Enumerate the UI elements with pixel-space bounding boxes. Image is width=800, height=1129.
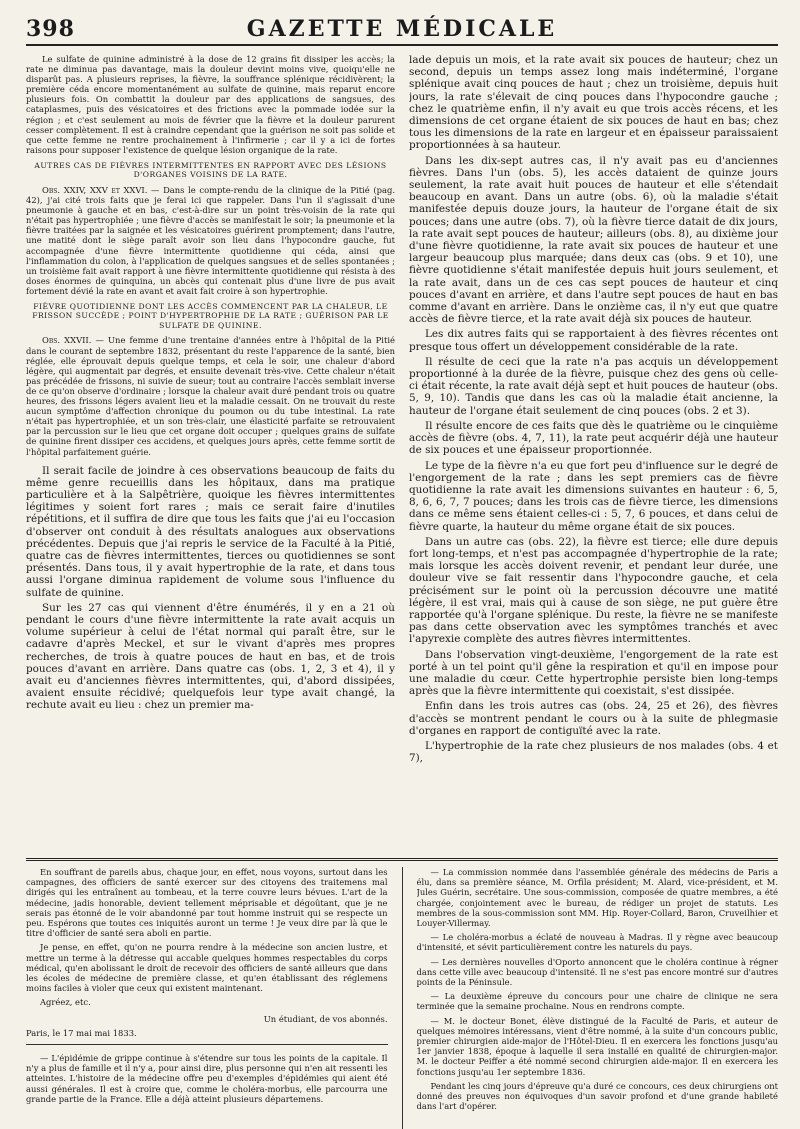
body-paragraph: L'hypertrophie de la rate chez plusieurs de nos malades (obs. 4 et 7), xyxy=(409,739,778,765)
news-item: — L'épidémie de grippe continue à s'étendre sur tous les points de la capitale. Il n'y a plus de famille et il n'y a, pour ainsi dire, plus personne qui n'en ait ressenti les atteintes. L'histoire de la médecine offre peu d'exemples d'épidémies qui aient été aussi générales. Il est à croire que, comme le choléra-morbus, elle parcourra une grande partie de la France. Elle a déjà atteint plusieurs départemens. xyxy=(26,1053,388,1104)
section-heading-quotidian-fever: FIÈVRE QUOTIDIENNE DONT LES ACCÈS COMMENCENT PAR LA CHALEUR, LE FRISSON SUCCÈDE ; POINT D'HYPERTROPHIE DE LA RATE ; GUÉRISON PAR LE SULFATE DE QUININE. xyxy=(32,301,389,330)
observation-27 xyxy=(26,335,395,456)
left-column xyxy=(26,54,395,854)
observation-label: Obs. XXVII. xyxy=(42,335,92,346)
body-paragraph: Dans les dix-sept autres cas, il n'y avait pas eu d'anciennes fièvres. Dans l'un (obs. 5), les accès dataient de quinze jours seulement, la rate avait huit pouces de hauteur et elle s'étendait beaucoup en avant. Dans un autre (obs. 6), où la maladie s'était manifestée depuis douze jours, la hauteur de l'organe était de six pouces; dans une autre (obs. 7), où la fièvre tierce datait de dix jours, la rate avait sept pouces de hauteur; ailleurs (obs. 8), au dixième jour d'une fièvre quotidienne, la rate avait six pouces de hauteur et une largeur beaucoup plus marquée; dans deux cas (obs. 9 et 10), une fièvre quotidienne s'était manifestée depuis huit jours seulement, et la rate avait, dans un de ces cas sept pouces de hauteur et cinq pouces d'avant en arrière, et dans l'autre sept pouces de haut en bas comme d'avant en arrière. Dans le onzième cas, il n'y eut que quatre accès de fièvre tierce, et la rate avait déjà six pouces de hauteur. xyxy=(409,154,778,326)
news-item: — M. le docteur Bonet, élève distingué de la Faculté de Paris, et auteur de quelques mémoires intéressans, vient d'être nommé, à la suite d'un concours public, premier chirurgien aide-major de l'Hôtel-Dieu. Il en exercera les fonctions jusqu'au 1er janvier 1838, époque à laquelle il sera installé en qualité de chirurgien-major. M. le docteur Peiffer a été nommé second chirurgien aide-major. Il en exercera les fonctions jusqu'au 1er septembre 1836. xyxy=(416,1015,778,1077)
letter-dateline: Paris, le 17 mai mai 1833. xyxy=(26,1028,388,1045)
left-small-text xyxy=(26,54,395,457)
observation-text: — Une femme d'une trentaine d'années entre à l'hôpital de la Pitié dans le courant de septembre 1832, présentant du reste l'apparence de la santé, bien réglée, elle éprouvait depuis quelque temps, et cela le soir, une chaleur d'abord légère, qui augmentait par degrés, et ensuite devenait très-vive. Cette chaleur n'était pas précédée de frissons, ni suivie de sueur; tout au contraire l'accès semblait inverse de ce qu'on observe d'ordinaire ; lorsque la chaleur avait duré pendant trois ou quatre heures, des frissons légers avaient lieu et la maladie cessait. On ne trouvait du reste aucun symptôme d'affection chronique du poumon ou du tube intestinal. La rate n'était pas hypertrophiée, et un son très-clair, une élasticité parfaite se retrouvaient par la percussion sur le lieu que cet organe doit occuper ; quelques grains de sulfate de quinine firent dissiper ces accidens, et quelques jours après, cette femme sortit de l'hôpital parfaitement guérie. xyxy=(26,335,395,457)
news-item: — Le choléra-morbus a éclaté de nouveau à Madras. Il y règne avec beaucoup d'intensité, et sévit particulièrement contre les naturels du pays. xyxy=(416,932,778,953)
body-paragraph: lade depuis un mois, et la rate avait six pouces de hauteur; chez un second, depuis un temps assez long mais indéterminé, l'organe splénique avait cinq pouces de haut ; chez un troisième, depuis huit jours, la rate s'élevait de cinq pouces dans l'hypocondre gauche ; chez le quatrième enfin, il n'y avait eu que trois accès récens, et les dimensions de cet organe étaient de six pouces de haut en bas; chez tous les dimensions de la rate en largeur et en épaisseur paraissaient proportionnées à sa hauteur. xyxy=(409,54,778,152)
page-number: 398 xyxy=(26,16,75,42)
section-heading-other-cases: AUTRES CAS DE FIÈVRES INTERMITTENTES EN RAPPORT AVEC DES LÉSIONS D'ORGANES VOISINS DE LA RATE. xyxy=(34,160,387,180)
page-title: GAZETTE MÉDICALE xyxy=(246,16,558,42)
main-columns xyxy=(26,54,778,854)
news-item: — La deuxième épreuve du concours pour une chaire de clinique ne sera terminée que la semaine prochaine. Nous en rendrons compte. xyxy=(416,991,778,1012)
body-paragraph: Il résulte encore de ces faits que dès le quatrième ou le cinquième accès de fièvre (obs. 4, 7, 11), la rate peut acquérir déjà une hauteur de six pouces et une épaisseur proportionnée. xyxy=(409,419,778,457)
body-paragraph: Dans un autre cas (obs. 22), la fièvre est tierce; elle dure depuis fort long-temps, et n'est pas accompagnée d'hypertrophie de la rate; mais lorsque les accès doivent revenir, et pendant leur durée, une douleur vive se fait ressentir dans l'hypocondre gauche, et cela précisément sur le point où la percussion découvre une matité légère, il est vrai, mais qui à cause de son siège, ne put guère être rapportée qu'à l'organe splénique. Du reste, la fièvre ne se manifeste pas dans cette observation avec les symptômes tranchés et avec l'apyrexie complète des autres fièvres intermittentes. xyxy=(409,535,778,646)
right-column xyxy=(409,54,778,854)
body-paragraph: Il serait facile de joindre à ces observations beaucoup de faits du même genre recueillis dans les hôpitaux, dans ma pratique particulière et à la Salpêtrière, quoique les fièvres intermittentes légitimes y soient fort rares ; mais ce serait faire d'inutiles répétitions, et il suffira de dire que tous les faits que j'ai eu l'occasion d'observer ont conduit à des résultats analogues aux observations précédentes. Depuis que j'ai repris le service de la Faculté à la Pitié, quatre cas de fièvres intermittentes, tierces ou quotidiennes se sont présentés. Dans tous, il y avait hypertrophie de la rate, et dans tous aussi l'organe diminua rapidement de volume sous l'influence du sulfate de quinine. xyxy=(26,464,395,599)
page-header xyxy=(26,14,778,46)
feuilleton-right-column xyxy=(417,867,779,1129)
news-item: Pendant les cinq jours d'épreuve qu'a duré ce concours, ces deux chirurgiens ont donné des preuves non équivoques d'un savoir profond et d'une grande habileté dans l'art d'opérer. xyxy=(416,1080,778,1112)
left-large-text xyxy=(26,465,395,712)
feuilleton-divider xyxy=(26,858,778,861)
observation-label: Obs. XXIV, XXV et XXVI. xyxy=(42,184,148,195)
news-item: — La commission nommée dans l'assemblée générale des médecins de Paris a élu, dans sa première séance, M. Orfila président; M. Alard, vice-président, et M. Jules Guérin, secrétaire. Une sous-commission, composée de quatre membres, a été chargée, conjointement avec le bureau, de rédiger un projet de statuts. Les membres de la sous-commission sont MM. Hip. Royer-Collard, Baron, Cruveilhier et Louyer-Villermay. xyxy=(416,867,778,929)
feuilleton-paragraph: En souffrant de pareils abus, chaque jour, en effet, nous voyons, surtout dans les campagnes, des officiers de santé exercer sur des citoyens des traitemens mal dirigés qui les entraînent au tombeau, et la terre couvre leurs bévues. L'art de la médecine, jadis honorable, devient tellement méprisable et dégoûtant, que je ne serais pas étonné de le voir abandonné par tout homme instruit qui se respecte un peu. Espérons que toutes ces iniquités auront un terme ! Je veux dire par là que le titre d'officier de santé sera aboli en partie. xyxy=(26,867,388,939)
intro-paragraph: Le sulfate de quinine administré à la dose de 12 grains fit dissiper les accès; la rate ne diminua pas davantage, mais la douleur devint moins vive, quoiqu'elle ne disparût pas. A plusieurs reprises, la fièvre, la souffrance splénique récidivèrent; la première céda encore momentanément au sulfate de quinine, mais reparut encore plusieurs fois. On combattit la douleur par des applications de sangsues, des cataplasmes, puis des vésicatoires et des frictions avec la pommade iodée sur la région ; et c'est seulement au mois de février que la fièvre et la douleur parurent cesser complètement. Il est à craindre cependant que la guérison ne soit pas solide et que cette femme ne rentre prochainement à l'infirmerie ; car il y a ici de fortes raisons pour supposer l'existence de quelque lésion organique de la rate. xyxy=(26,54,395,155)
observation-24-26 xyxy=(26,185,395,296)
body-paragraph: Il résulte de ceci que la rate n'a pas acquis un développement proportionné à la durée de la fièvre, puisque chez des gens où celle-ci était récente, la rate avait déjà sept et huit pouces de hauteur (obs. 5, 9, 10). Tandis que dans les cas où la maladie était ancienne, la hauteur de l'organe était seulement de cinq pouces (obs. 2 et 3). xyxy=(409,355,778,417)
body-paragraph: Enfin dans les trois autres cas (obs. 24, 25 et 26), des fièvres d'accès se montrent pendant le cours ou à la suite de phlegmasie d'organes en rapport de contiguïté avec la rate. xyxy=(409,700,778,737)
closing-line: Agréez, etc. xyxy=(40,997,91,1008)
news-item: — Les dernières nouvelles d'Oporto annoncent que le choléra continue à régner dans cette ville avec beaucoup d'intensité. Il ne s'est pas encore montré sur d'autres points de la Péninsule. xyxy=(416,956,778,988)
column-rule xyxy=(402,867,403,1129)
feuilleton-paragraph: Je pense, en effet, qu'on ne pourra rendre à la médecine son ancien lustre, et mettre un terme à la détresse qui accable quelques hommes respectables du corps médical, qu'en abolissant le droit de recevoir des officiers de santé ailleurs que dans les écoles de médecine de première classe, et qu'en établissant des réglemens moins faciles à violer que ceux qui existent maintenant. xyxy=(26,942,388,994)
letter-signature: Un étudiant, de vos abonnés. xyxy=(263,1013,388,1024)
body-paragraph: Les dix autres faits qui se rapportaient à des fièvres récentes ont presque tous offert un développement considérable de la rate. xyxy=(409,328,778,353)
body-paragraph: Le type de la fièvre n'a eu que fort peu d'influence sur le degré de l'engorgement de la rate ; dans les sept premiers cas de fièvre quotidienne la rate avait les dimensions suivantes en hauteur : 6, 5, 8, 6, 6, 7, 7 pouces; dans les trois cas de fièvre tierce, les dimensions dans ce même sens étaient celles-ci : 5, 7, 6 pouces, et dans celui de fièvre quarte, la hauteur du même organe était de six pouces. xyxy=(409,459,778,533)
body-paragraph: Dans l'observation vingt-deuxième, l'engorgement de la rate est porté à un tel point qu'il gêne la respiration et qu'il en impose pour une maladie du cœur. Cette hypertrophie persiste bien long-temps après que la fièvre intermittente qui coexistait, s'est dissipée. xyxy=(409,648,778,698)
feuilleton xyxy=(26,867,778,1129)
body-paragraph: Sur les 27 cas qui viennent d'être énumérés, il y en a 21 où pendant le cours d'une fièvre intermittente la rate avait acquis un volume supérieur à celui de l'état normal qui paraît être, sur le cadavre d'après Meckel, et sur le vivant d'après mes propres recherches, de trois à quatre pouces de haut en bas, et de trois pouces d'avant en arrière. Dans quatre cas (obs. 1, 2, 3 et 4), il y avait eu d'anciennes fièvres intermittentes, qui, d'abord dissipées, avaient ensuite récidivé; quelquefois leur type avait changé, la rechute avait eu lieu : chez un premier ma- xyxy=(26,601,395,712)
observation-text: — Dans le compte-rendu de la clinique de la Pitié (pag. 42), j'ai cité trois faits que je ferai ici que rappeler. Dans l'un il s'agissait d'une pneumonie à gauche et en bas, c'est-à-dire sur un point très-voisin de la rate qui n'était pas hypertrophiée ; une fièvre d'accès se manifestait le soir; la pneumonie et la fièvre traitées par la saignée et les vésicatoires guérirent promptement; dans l'autre, une matité dont le siège paraît avoir son lieu dans l'hypocondre gauche, fut accompagnée d'une fièvre intermittente quotidienne qui céda, ainsi que l'inflammation du colon, à l'application de quelques sangsues et de selles spontanées ; un troisième fait avait rapport à une fièvre intermittente quotidienne qui résista à des doses énormes de quinquina, un abcès qui contenait plus d'une livre de pus avait fortement dévié la rate en avant et avait fait croire à son hypertrophie. xyxy=(26,184,395,296)
feuilleton-left-column xyxy=(26,867,388,1129)
